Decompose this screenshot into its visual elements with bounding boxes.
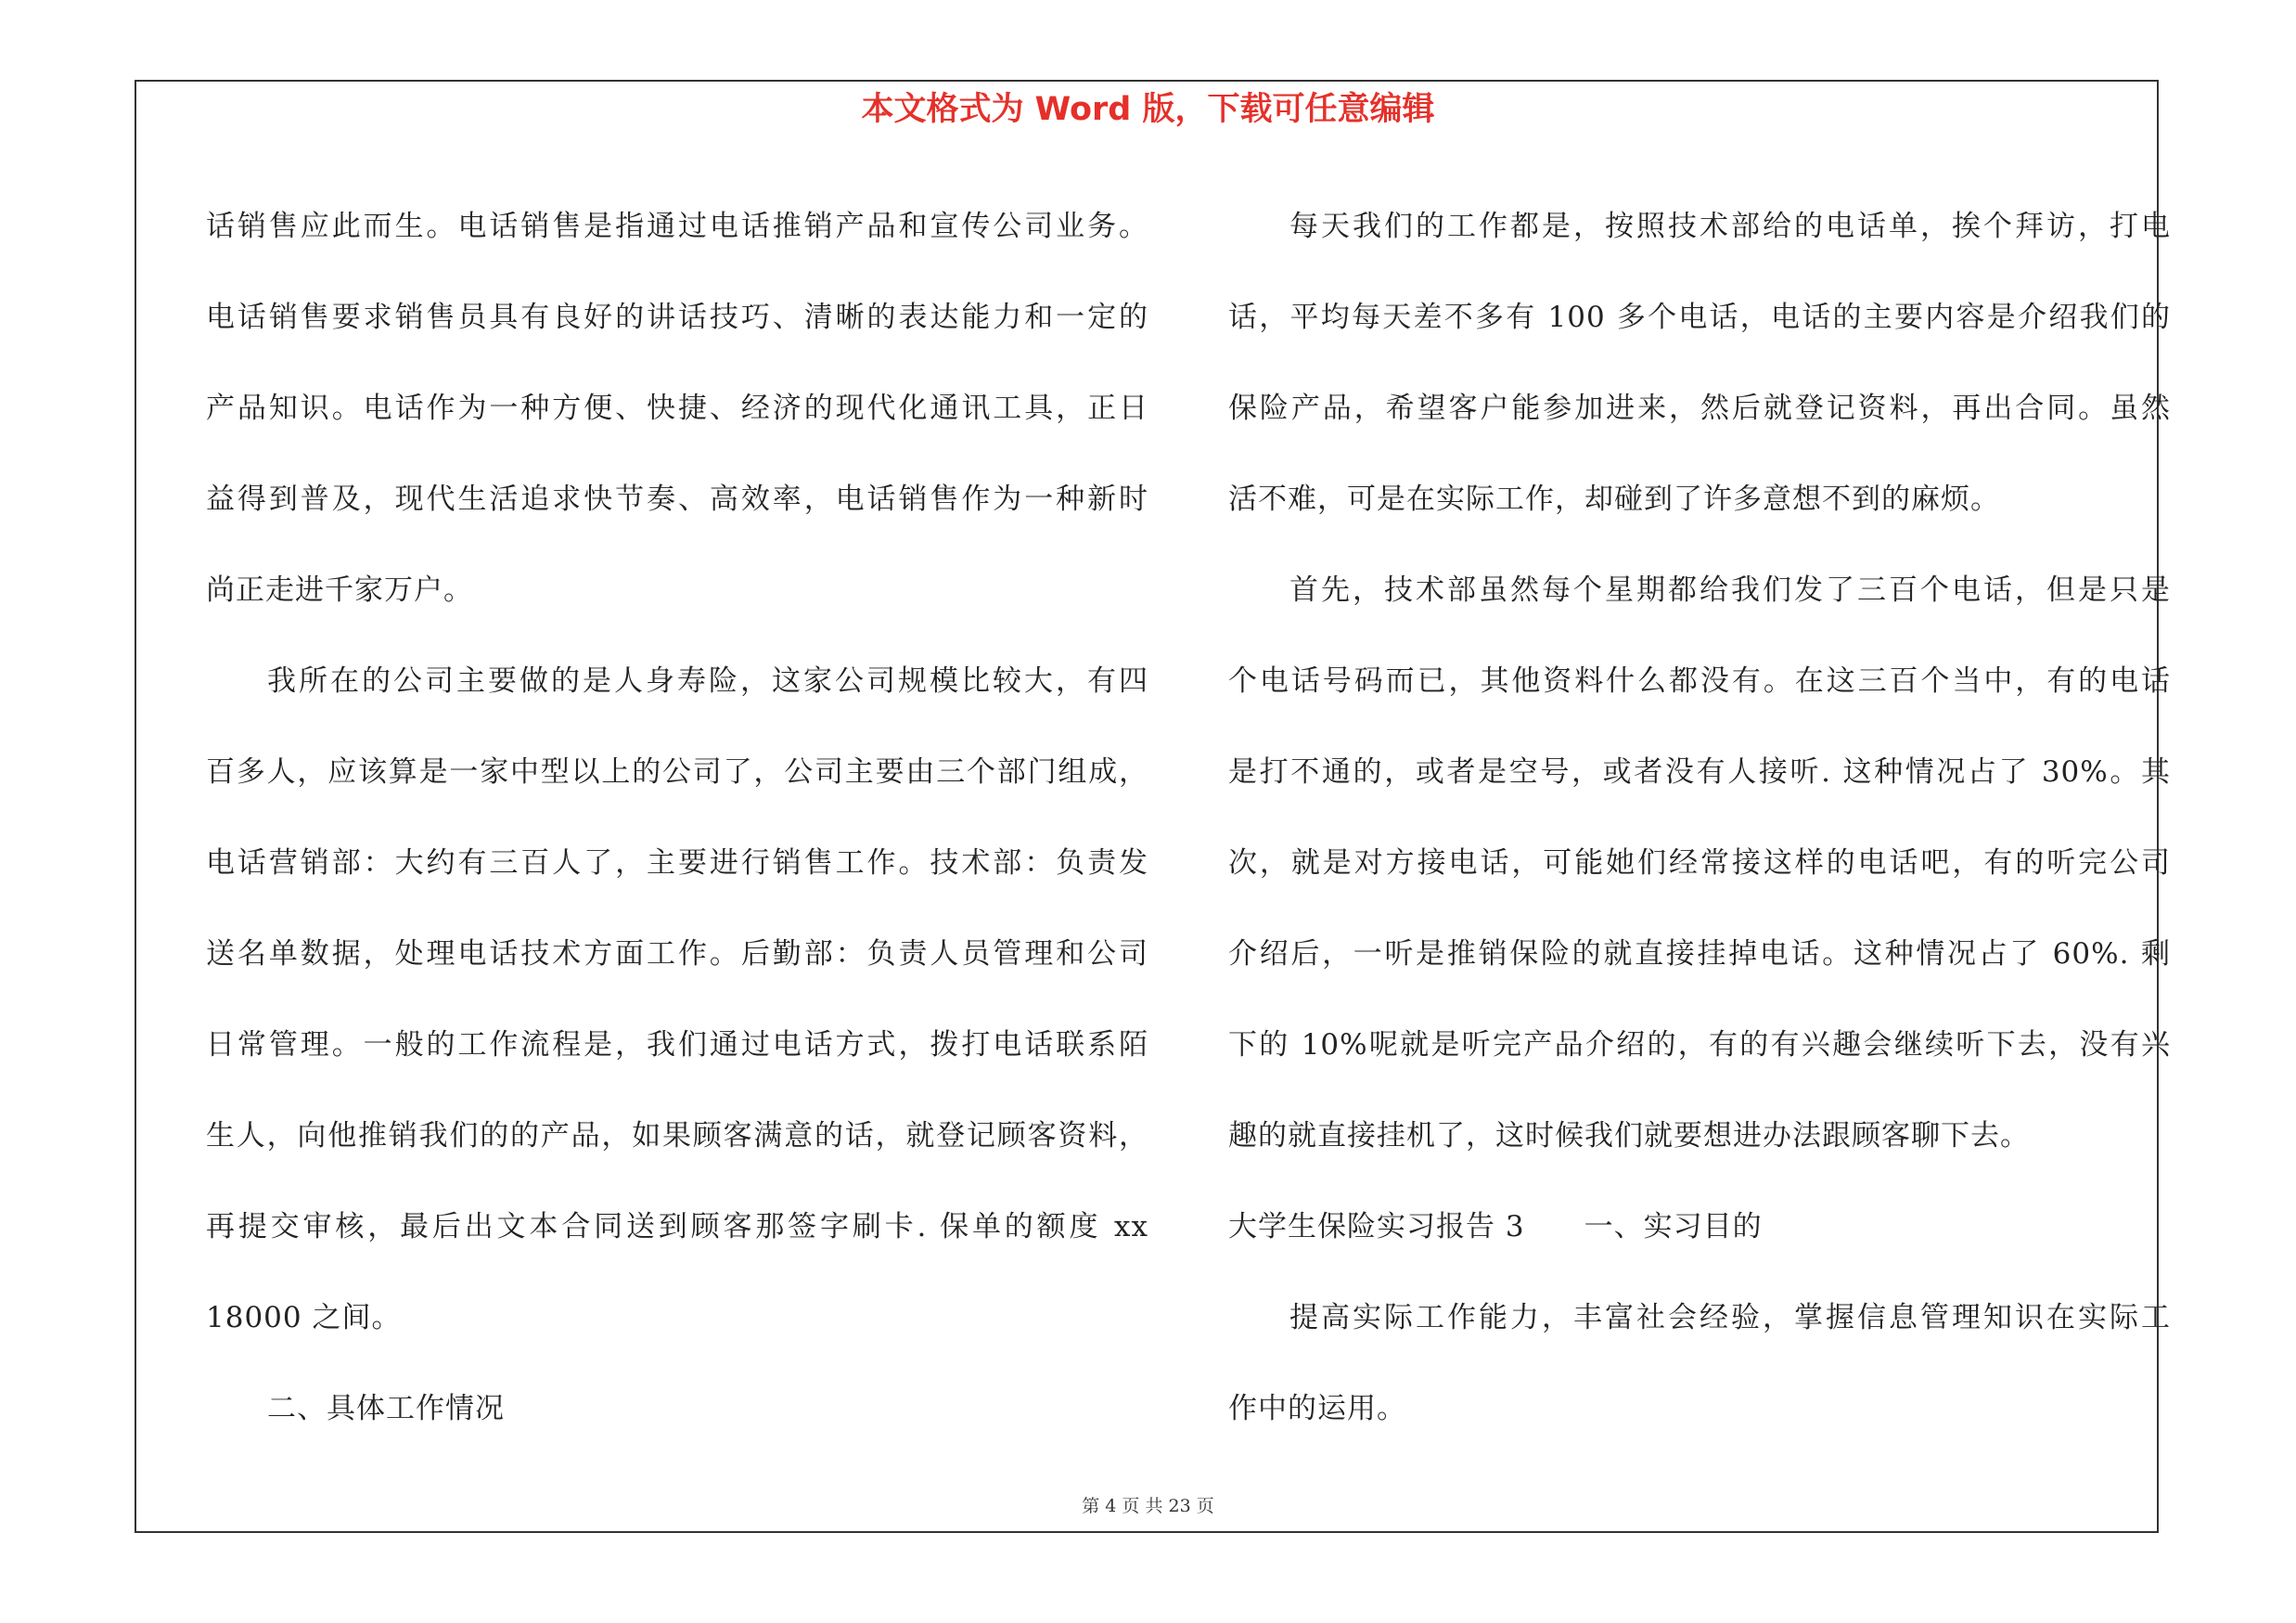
text-line: 日常管理。一般的工作流程是，我们通过电话方式，拨打电话联系陌 xyxy=(206,1028,1148,1062)
text-line: 18000 之间。 xyxy=(206,1301,402,1334)
section-heading: 二、具体工作情况 xyxy=(267,1392,505,1425)
text-line: 每天我们的工作都是，按照技术部给的电话单，挨个拜访，打电 xyxy=(1289,210,2171,243)
right-text-column xyxy=(1228,181,2171,1454)
text-line: 趣的就直接挂机了，这时候我们就要想进办法跟顾客聊下去。 xyxy=(1228,1119,2030,1153)
text-line: 下的 10%呢就是听完产品介绍的，有的有兴趣会继续听下去，没有兴 xyxy=(1228,1028,2171,1062)
text-line: 益得到普及，现代生活追求快节奏、高效率，电话销售作为一种新时 xyxy=(206,483,1148,516)
text-line: 提高实际工作能力，丰富社会经验，掌握信息管理知识在实际工 xyxy=(1289,1301,2171,1334)
text-line: 话，平均每天差不多有 100 多个电话，电话的主要内容是介绍我们的 xyxy=(1228,301,2171,334)
section-heading: 大学生保险实习报告 3 一、实习目的 xyxy=(1228,1210,1763,1243)
text-line: 是打不通的，或者是空号，或者没有人接听. 这种情况占了 30%。其 xyxy=(1228,755,2171,789)
text-line: 我所在的公司主要做的是人身寿险，这家公司规模比较大，有四 xyxy=(267,664,1148,698)
text-line: 百多人，应该算是一家中型以上的公司了，公司主要由三个部门组成， xyxy=(206,755,1148,789)
text-line: 电话营销部：大约有三百人了，主要进行销售工作。技术部：负责发 xyxy=(206,846,1148,880)
text-line: 首先，技术部虽然每个星期都给我们发了三百个电话，但是只是 xyxy=(1289,573,2171,607)
text-line: 作中的运用。 xyxy=(1228,1392,1406,1425)
text-line: 活不难，可是在实际工作，却碰到了许多意想不到的麻烦。 xyxy=(1228,483,2000,516)
text-line: 话销售应此而生。电话销售是指通过电话推销产品和宣传公司业务。 xyxy=(206,210,1148,243)
text-line: 次，就是对方接电话，可能她们经常接这样的电话吧，有的听完公司 xyxy=(1228,846,2171,880)
text-line: 个电话号码而已，其他资料什么都没有。在这三百个当中，有的电话 xyxy=(1228,664,2171,698)
text-line: 介绍后，一听是推销保险的就直接挂掉电话。这种情况占了 60%. 剩 xyxy=(1228,937,2171,971)
page-number-footer: 第 4 页 共 23 页 xyxy=(1082,1496,1214,1516)
text-line: 送名单数据，处理电话技术方面工作。后勤部：负责人员管理和公司 xyxy=(206,937,1148,971)
text-line: 电话销售要求销售员具有良好的讲话技巧、清晰的表达能力和一定的 xyxy=(206,301,1148,334)
format-notice-banner: 本文格式为 Word 版，下载可任意编辑 xyxy=(861,91,1435,128)
left-text-column xyxy=(206,181,1148,1454)
text-line: 再提交审核，最后出文本合同送到顾客那签字刷卡. 保单的额度 xx xyxy=(206,1210,1148,1243)
text-line: 保险产品，希望客户能参加进来，然后就登记资料，再出合同。虽然 xyxy=(1228,392,2171,425)
text-line: 生人，向他推销我们的的产品，如果顾客满意的话，就登记顾客资料， xyxy=(206,1119,1148,1153)
text-line: 产品知识。电话作为一种方便、快捷、经济的现代化通讯工具，正日 xyxy=(206,392,1148,425)
text-line: 尚正走进千家万户。 xyxy=(206,573,473,607)
